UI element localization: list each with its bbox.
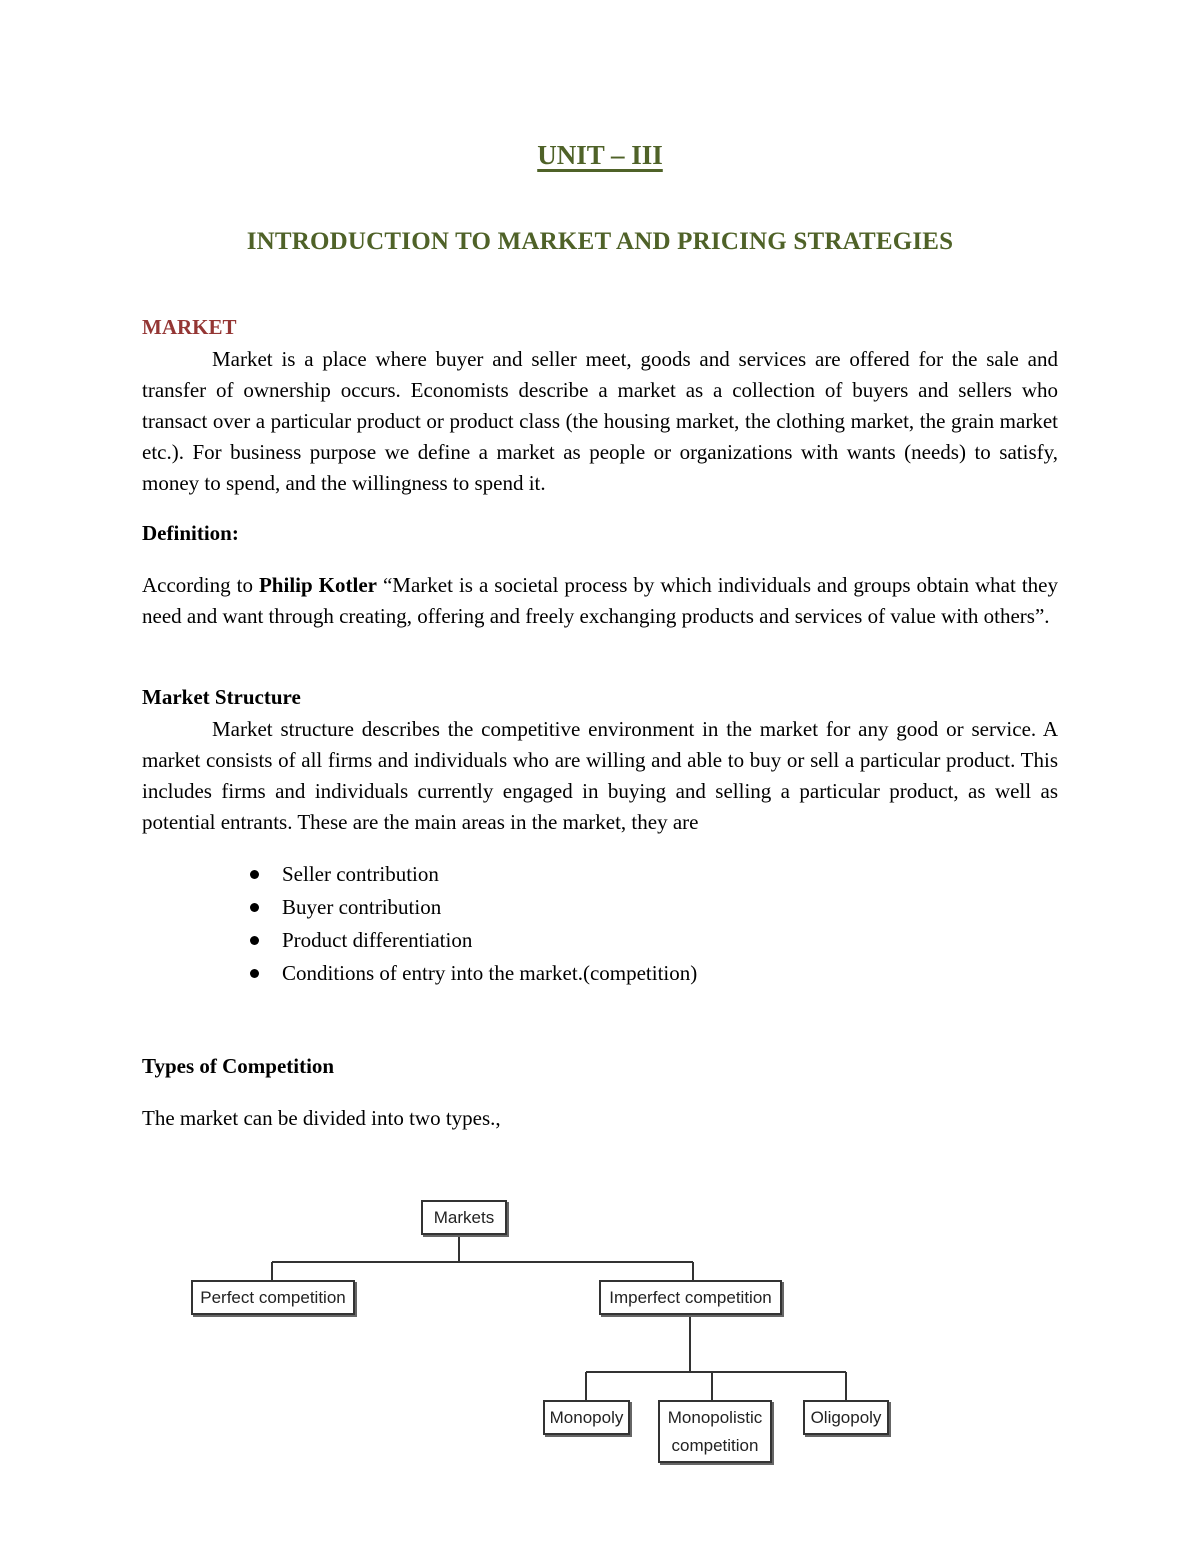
bullet-icon [250, 903, 259, 912]
list-item [142, 926, 697, 959]
market-paragraph: Market is a place where buyer and seller meet, goods and services are offered for the sale and transfer of ownership occurs. Economists describe a market as a collection of buyers and sellers who transact over a particular product or product class (the housing market, the clothing market, the grain market etc.). For business purpose we define a market as people or organizations with wants (needs) to satisfy, money to spend, and the willingness to spend it. [142, 347, 1058, 495]
list-item [142, 959, 697, 992]
types-of-competition-intro: The market can be divided into two types., [142, 1106, 501, 1130]
monopolistic-competition-box [658, 1400, 772, 1463]
page-title: INTRODUCTION TO MARKET AND PRICING STRATEGIES [246, 228, 954, 255]
definition-paragraph [142, 570, 1058, 632]
imperfect-competition-box: Imperfect competition [599, 1280, 782, 1315]
list-item-text: Seller contribution [282, 862, 439, 886]
markets-box: Markets [421, 1200, 507, 1235]
list-item-text: Product differentiation [282, 928, 473, 952]
types-of-competition-heading: Types of Competition [142, 1054, 335, 1078]
unit-title-text: UNIT – III [537, 140, 663, 170]
list-item [142, 860, 697, 893]
list-item [142, 893, 697, 926]
definition-heading: Definition: [142, 521, 239, 545]
list-item-text: Conditions of entry into the market.(competition) [282, 961, 698, 985]
definition-quote: “Market is a societal process by which individuals and groups obtain what they need and want through creating, offering and freely exchanging products and services of value with others”. [142, 573, 1058, 628]
bullet-icon [250, 969, 259, 978]
market-structure-heading: Market Structure [142, 685, 301, 709]
monopolistic-line1: Monopolistic [667, 1407, 763, 1427]
definition-author: Philip Kotler [258, 573, 377, 597]
definition-prefix: According to [142, 573, 259, 597]
bullet-icon [250, 870, 259, 879]
monopolistic-line2: competition [671, 1435, 759, 1455]
oligopoly-box: Oligopoly [803, 1400, 889, 1435]
perfect-competition-box: Perfect competition [191, 1280, 355, 1315]
market-structure-paragraph: Market structure describes the competitive environment in the market for any good or service. A market consists of all firms and individuals who are willing and able to buy or sell a particular product. This includes firms and individuals currently engaged in buying and selling a particular product, as well as potential entrants. These are the main areas in the market, they are [142, 717, 1058, 834]
bullet-icon [250, 936, 259, 945]
market-areas-list [142, 860, 697, 992]
list-item-text: Buyer contribution [282, 895, 442, 919]
monopoly-box: Monopoly [543, 1400, 630, 1435]
market-heading: MARKET [142, 315, 237, 339]
unit-title [0, 140, 1200, 171]
